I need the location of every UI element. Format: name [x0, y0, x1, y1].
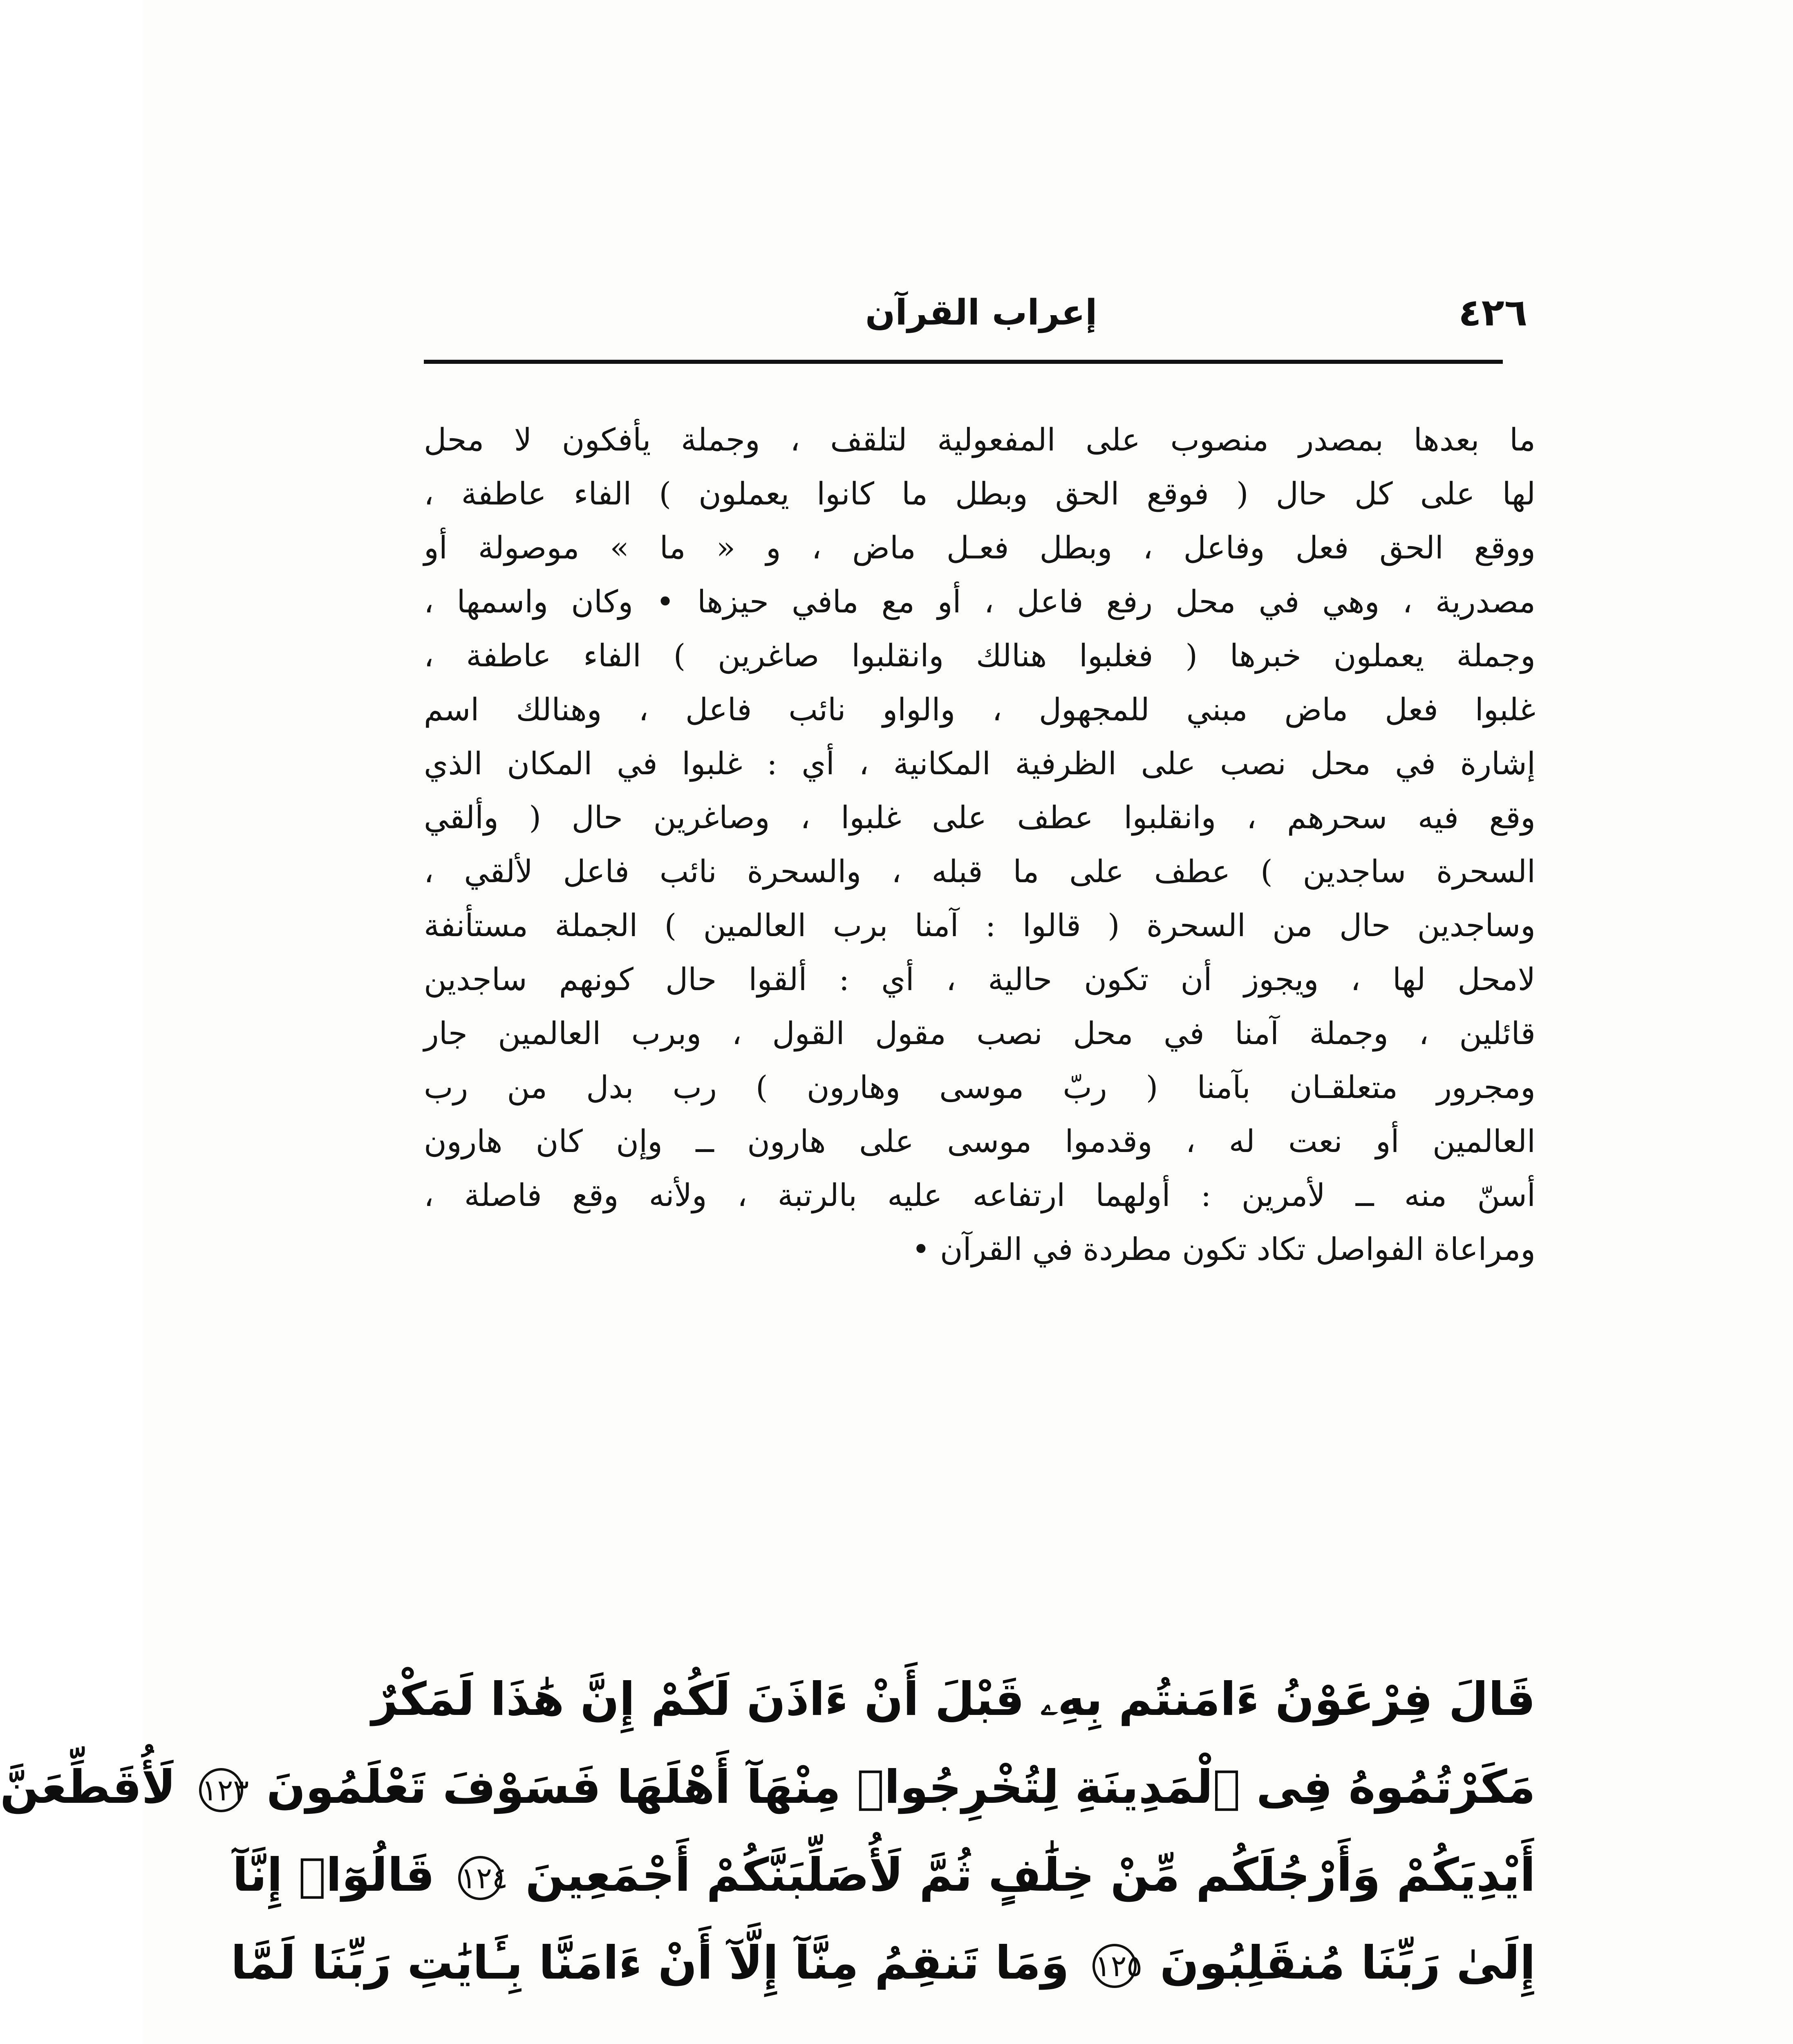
commentary-line: غلبوا فعل ماض مبني للمجهول ، والواو نائب فاعل ، وهنالك اسم	[424, 691, 1536, 728]
commentary-line: وقع فيه سحرهم ، وانقلبوا عطف على غلبوا ، وصاغرين حال ( وألقي	[424, 799, 1536, 836]
page-number: ٤٢٦	[1458, 291, 1527, 334]
verse-line	[0, 1744, 1536, 1831]
commentary-line: وساجدين حال من السحرة ( قالوا : آمنا برب العالمين ) الجملة مستأنفة	[424, 907, 1536, 944]
commentary-line: ومراعاة الفواصل تكاد تكون مطردة في القرآن •	[911, 1231, 1536, 1267]
commentary-line: وجملة يعملون خبرها ( فغلبوا هنالك وانقلبوا صاغرين ) الفاء عاطفة ،	[424, 637, 1536, 674]
commentary-line: ووقع الحق فعل وفاعل ، وبطل فعـل ماض ، و « ما » موصولة أو	[424, 529, 1536, 566]
commentary-line: ومجرور متعلقـان بآمنا ( ربّ موسى وهارون ) رب بدل من رب	[424, 1069, 1536, 1105]
verse-line	[371, 1656, 1536, 1744]
verse-text: إِلَىٰ رَبِّنَا مُنقَلِبُونَ	[1160, 1936, 1536, 1990]
commentary-line: العالمين أو نعت له ، وقدموا موسى على هارون ــ وإن كان هارون	[424, 1123, 1536, 1159]
commentary-line: قائلين ، وجملة آمنا في محل نصب مقول القول ، وبرب العالمين جار	[424, 1015, 1536, 1051]
verse-line	[232, 1831, 1536, 1919]
ayah-number-marker: ١٢٤	[458, 1856, 502, 1900]
running-header	[424, 286, 1527, 347]
quran-passage	[0, 1656, 1536, 2007]
verse-text: وَمَا تَنقِمُ مِنَّآ إِلَّآ أَنْ ءَامَنَّا بِـَٔايَٰتِ رَبِّنَا لَمَّا	[231, 1936, 1070, 1990]
verse-text: أَيْدِيَكُمْ وَأَرْجُلَكُم مِّنْ خِلَٰفٍ ثُمَّ لَأُصَلِّبَنَّكُمْ أَجْمَعِينَ	[525, 1849, 1536, 1902]
commentary-line: أسنّ منه ــ لأمرين : أولهما ارتفاعه عليه بالرتبة ، ولأنه وقع فاصلة ،	[424, 1177, 1536, 1213]
commentary-line: لامحل لها ، ويجوز أن تكون حالية ، أي : ألقوا حال كونهم ساجدين	[424, 961, 1536, 997]
commentary-line: مصدرية ، وهي في محل رفع فاعل ، أو مع مافي حيزها • وكان واسمها ،	[424, 583, 1536, 620]
commentary-text	[424, 413, 1536, 1276]
ayah-number-marker: ١٢٥	[1092, 1944, 1137, 1988]
commentary-line: إشارة في محل نصب على الظرفية المكانية ، أي : غلبوا في المكان الذي	[424, 745, 1536, 782]
header-divider	[424, 360, 1503, 364]
verse-text: مَكَرْتُمُوهُ فِى ٱلْمَدِينَةِ لِتُخْرِجُوا۟ مِنْهَآ أَهْلَهَا فَسَوْفَ تَعْلَمُونَ	[266, 1761, 1536, 1814]
book-title: إعراب القرآن	[865, 292, 1097, 333]
verse-text: قَالُوٓا۟ إِنَّآ	[232, 1849, 435, 1902]
ayah-number-marker: ١٢٣	[199, 1768, 243, 1812]
verse-line	[231, 1919, 1536, 2007]
commentary-line: السحرة ساجدين ) عطف على ما قبله ، والسحرة نائب فاعل لألقي ،	[424, 853, 1536, 890]
verse-text: لَأُقَطِّعَنَّ	[0, 1761, 176, 1814]
commentary-line: لها على كل حال ( فوقع الحق وبطل ما كانوا يعملون ) الفاء عاطفة ،	[424, 475, 1536, 512]
verse-text: قَالَ فِرْعَوْنُ ءَامَنتُم بِهِۦ قَبْلَ أَنْ ءَاذَنَ لَكُمْ إِنَّ هَٰذَا لَمَكْرٌ	[371, 1673, 1536, 1726]
commentary-line: ما بعدها بمصدر منصوب على المفعولية لتلقف ، وجملة يأفكون لا محل	[424, 421, 1536, 458]
